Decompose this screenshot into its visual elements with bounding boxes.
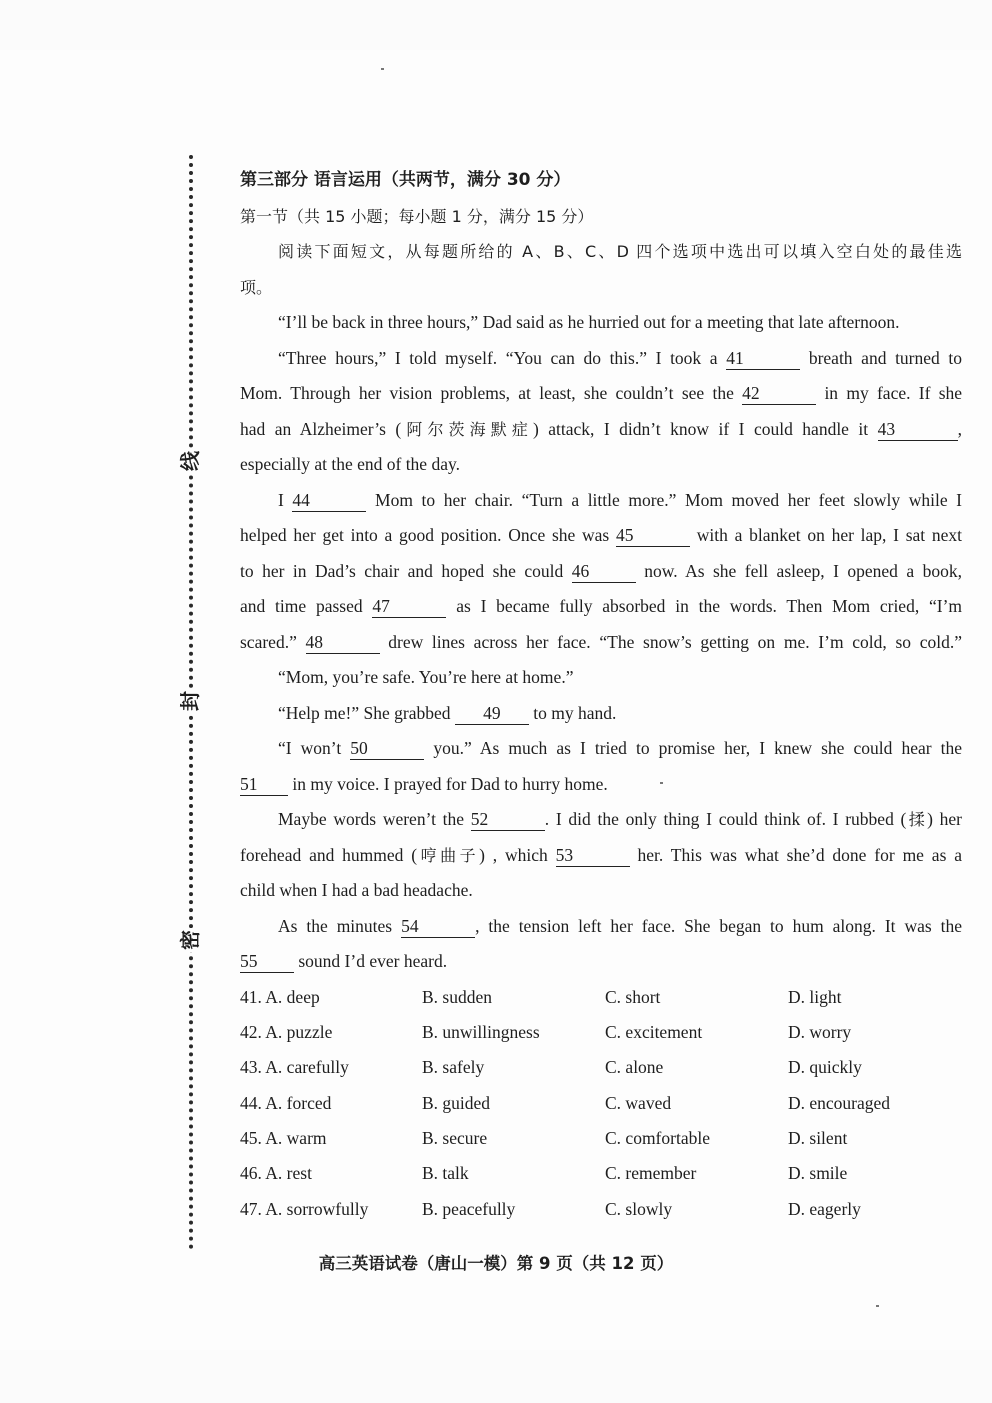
blank-55: 55: [240, 950, 294, 973]
passage-text: in my face. If she: [824, 383, 963, 403]
passage-line: [240, 767, 962, 803]
passage-text: child when I had a bad headache.: [240, 880, 473, 900]
passage-text: breath and turned to: [808, 347, 963, 368]
passage-text: , the tension left her face. She began to hum along. It was the: [475, 915, 962, 936]
blank-46: 46: [572, 560, 636, 583]
option-row-46: [240, 1156, 962, 1191]
option-b: B. sudden: [422, 986, 492, 1007]
option-row-43: [240, 1050, 962, 1085]
passage-text: “I’ll be back in three hours,” Dad said as he hurried out for a meeting that late afternoon.: [278, 312, 900, 332]
passage-text: and time passed: [240, 596, 363, 616]
option-d: D. light: [788, 986, 842, 1007]
option-d: D. smile: [788, 1163, 848, 1184]
passage-text: I: [278, 489, 284, 510]
chinese-gloss: 揉: [906, 810, 928, 829]
blank-51: 51: [240, 773, 288, 796]
passage-line: [240, 483, 962, 519]
option-b: B. safely: [422, 1057, 485, 1078]
option-d: D. encouraged: [788, 1092, 891, 1113]
option-a: 47. A. sorrowfully: [240, 1198, 369, 1219]
passage-text: As the minutes: [278, 915, 393, 936]
option-b: B. unwillingness: [422, 1021, 540, 1042]
option-row-44: [240, 1086, 962, 1121]
option-b: B. talk: [422, 1163, 469, 1184]
blank-48: 48: [306, 631, 380, 654]
blank-52: 52: [471, 808, 545, 831]
option-row-42: [240, 1015, 962, 1050]
passage-line: [240, 909, 962, 945]
passage-text: Mom. Through her vision problems, at least, she couldn’t see the: [240, 383, 734, 403]
passage-line: [240, 731, 962, 767]
option-a: 46. A. rest: [240, 1163, 312, 1184]
blank-47: 47: [372, 595, 446, 618]
passage-line: [240, 341, 962, 377]
passage-text: helped her get into a good position. Once she was: [240, 525, 610, 545]
passage-text: Maybe words weren’t the: [278, 809, 465, 829]
passage-line: [240, 376, 962, 412]
option-a: 41. A. deep: [240, 986, 320, 1007]
passage-line: [240, 412, 962, 448]
binding-char-secret: 密: [178, 930, 202, 950]
option-row-47: [240, 1192, 962, 1227]
passage-text: ,: [957, 418, 962, 439]
option-a: 42. A. puzzle: [240, 1021, 333, 1042]
passage-text: forehead and hummed (: [240, 844, 418, 865]
option-d: D. eagerly: [788, 1198, 861, 1219]
options-list: [240, 980, 962, 1228]
passage-text: to my hand.: [533, 702, 617, 723]
option-c: C. slowly: [605, 1198, 673, 1219]
passage-line: [240, 625, 962, 661]
passage-line: [240, 447, 962, 483]
passage-line: [240, 305, 962, 341]
passage-line: [240, 554, 962, 590]
passage-line: [240, 802, 962, 838]
option-c: C. comfortable: [605, 1128, 710, 1149]
passage-text: scared.”: [240, 631, 297, 652]
chinese-gloss: 阿尔茨海默症: [401, 419, 533, 439]
option-c: C. excitement: [605, 1021, 703, 1042]
passage-text: . I did the only thing I could think of. I rubbed (: [544, 809, 907, 829]
passage-text: in my voice. I prayed for Dad to hurry home.: [292, 773, 608, 794]
blank-42: 42: [742, 382, 816, 405]
passage-text: to her in Dad’s chair and hoped she could: [240, 560, 564, 581]
passage-text: Mom to her chair. “Turn a little more.” Mom moved her feet slowly while I: [375, 489, 963, 510]
option-a: 45. A. warm: [240, 1128, 327, 1149]
section-content: [240, 163, 962, 1227]
blank-50: 50: [350, 737, 424, 760]
page-footer: 高三英语试卷（唐山一模）第 9 页（共 12 页）: [318, 1254, 674, 1273]
blank-53: 53: [556, 844, 630, 867]
option-d: D. silent: [788, 1128, 848, 1149]
passage-text: “Help me!” She grabbed: [278, 702, 451, 723]
option-b: B. secure: [422, 1128, 488, 1149]
passage-text: her. This was what she’d done for me as a: [637, 844, 963, 865]
passage-line: [240, 518, 962, 554]
blank-45: 45: [616, 524, 690, 547]
option-a: 44. A. forced: [240, 1092, 332, 1113]
section-title: 第三部分 语言运用（共两节，满分 30 分）: [240, 170, 571, 190]
passage-text: especially at the end of the day.: [240, 454, 460, 474]
passage-text: ) , which: [479, 844, 548, 865]
option-d: D. worry: [788, 1021, 852, 1042]
passage-text: “I won’t: [278, 738, 342, 758]
passage-line: [240, 873, 962, 909]
option-b: B. guided: [422, 1092, 491, 1113]
option-d: D. quickly: [788, 1057, 862, 1078]
blank-41: 41: [726, 347, 800, 370]
section-subtitle: 第一节（共 15 小题；每小题 1 分，满分 15 分）: [240, 206, 594, 226]
binding-char-seal: 封: [178, 691, 202, 711]
blank-49: 49: [455, 702, 529, 725]
passage-text: drew lines across her face. “The snow’s getting on me. I’m cold, so cold.”: [388, 631, 962, 652]
passage-line: [240, 838, 962, 874]
option-b: B. peacefully: [422, 1198, 516, 1219]
passage-line: [240, 660, 962, 696]
scan-speck: [876, 1305, 879, 1307]
passage-text: you.” As much as I tried to promise her, I knew she could hear the: [433, 738, 963, 758]
passage-line: [240, 696, 962, 732]
option-c: C. waved: [605, 1092, 672, 1113]
instruction-line-1: 阅读下面短文，从每题所给的 A、B、C、D 四个选项中选出可以填入空白处的最佳选: [278, 242, 962, 261]
passage-text: as I became fully absorbed in the words. Then Mom cried, “I’m: [456, 596, 963, 616]
passage-line: [240, 589, 962, 625]
option-row-45: [240, 1121, 962, 1156]
option-c: C. alone: [605, 1057, 664, 1078]
passage-line: [240, 944, 962, 980]
option-c: C. short: [605, 986, 661, 1007]
passage-text: “Mom, you’re safe. You’re here at home.”: [278, 667, 574, 687]
instruction-line-2: 项。: [240, 277, 273, 297]
blank-44: 44: [292, 489, 366, 512]
option-a: 43. A. carefully: [240, 1057, 349, 1078]
passage-text: now. As she fell asleep, I opened a book,: [644, 560, 962, 581]
passage-text: ) attack, I didn’t know if I could handle it: [532, 418, 869, 439]
option-row-41: [240, 980, 962, 1015]
blank-54: 54: [401, 915, 475, 938]
option-c: C. remember: [605, 1163, 697, 1184]
passage-text: sound I’d ever heard.: [298, 951, 448, 971]
blank-43: 43: [878, 418, 958, 441]
binding-char-line: 线: [178, 451, 202, 471]
passage-text: ) her: [927, 809, 962, 829]
passage-text: had an Alzheimer’s (: [240, 418, 402, 439]
passage-text: “Three hours,” I told myself. “You can do this.” I took a: [278, 347, 718, 368]
scan-speck: [381, 68, 384, 70]
chinese-gloss: 哼曲子: [417, 845, 480, 865]
passage-text: with a blanket on her lap, I sat next: [696, 525, 963, 545]
